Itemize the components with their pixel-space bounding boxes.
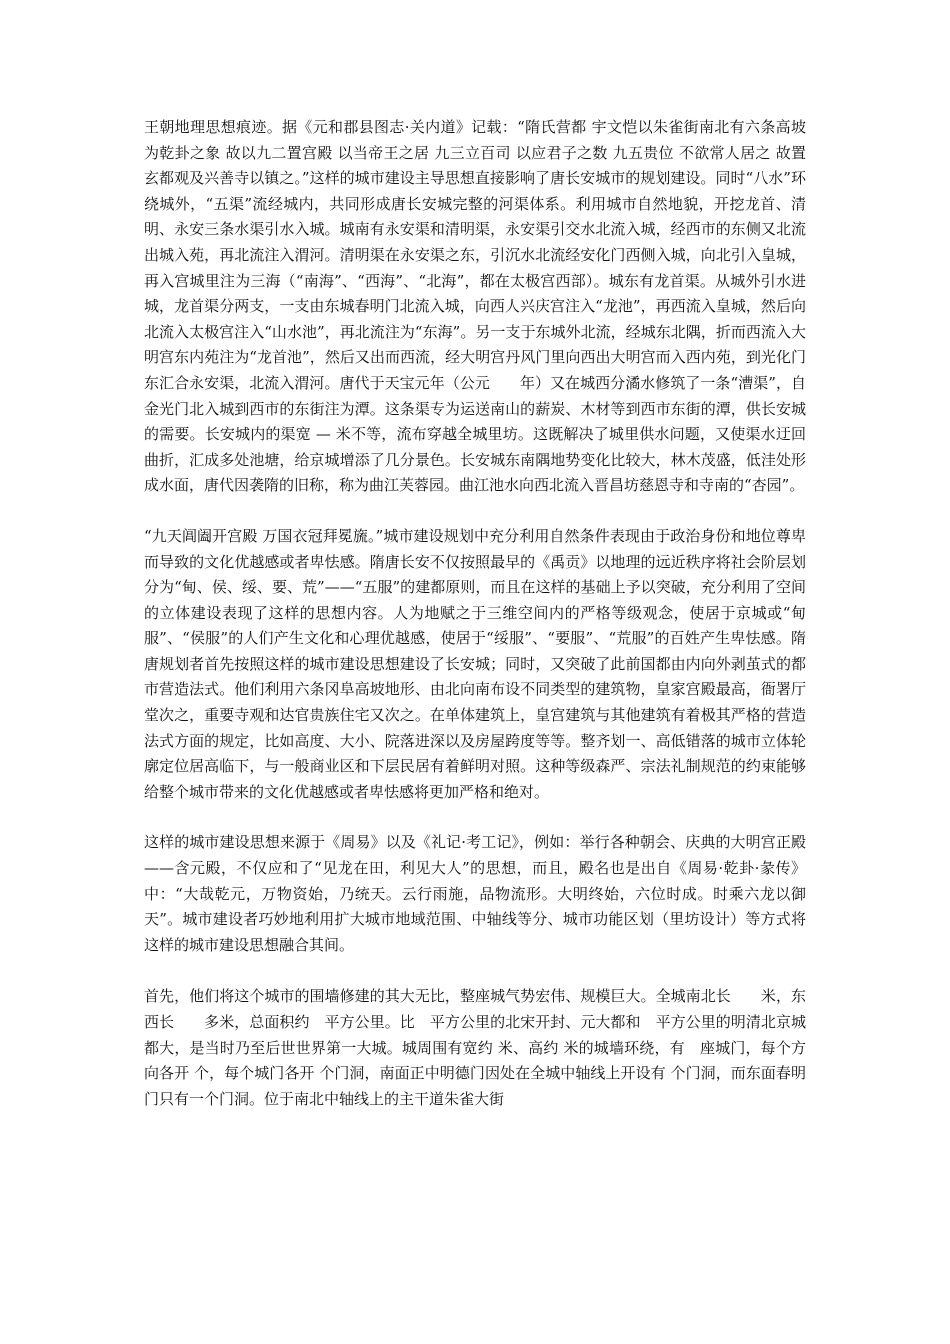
paragraph-city-walls: 首先，他们将这个城市的围墙修建的其大无比，整座城气势宏伟、规模巨大。全城南北长 米，东西长 多米，总面积约 平方公里。比 平方公里的北宋开封、元大都和 平方公里的明清北京城都大，是当时乃至后世世界第一大城。城周围有宽约 米、高约 米的城墙环绕，有 座城门，每个方向各开 个，每个城门各开 个门洞，南面正中明德门因处在全城中轴线上开设有 个门洞，而东面春明门只有一个门洞。位于南北中轴线上的主干道朱雀大街: [144, 987, 806, 1108]
document-page: [144, 115, 811, 1112]
paragraph-zhouyi: 这样的城市建设思想来源于《周易》以及《礼记·考工记》，例如：举行各种朝会、庆典的大明宫正殿——含元殿，不仅应和了“见龙在田，利见大人”的思想，而且，殿名也是出自《周易·乾卦·彖传》中：“大哉乾元，万物资始，乃统天。云行雨施，品物流形。大明终始，六位时成。时乘六龙以御天”。城市建设者巧妙地利用扩大城市地域范围、中轴线等分、城市功能区划（里坊设计）等方式将这样的城市建设思想融合其间。: [144, 833, 806, 954]
paragraph-canals: 王朝地理思想痕迹。据《元和郡县图志·关内道》记载：“隋氏营都 宇文恺以朱雀街南北有六条高坡 为乾卦之象 故以九二置宫殿 以当帝王之居 九三立百司 以应君子之数 九五贵位 不欲常人居之 故置玄都观及兴善寺以镇之。”这样的城市建设主导思想直接影响了唐长安城市的规划建设。同时“八水”环绕城外，“五渠”流经城内，共同形成唐长安城完整的河渠体系。利用城市自然地貌，开挖龙首、清明、永安三条水渠引水入城。城南有永安渠和清明渠，永安渠引交水北流入城，经西市的东侧又北流出城入苑，再北流注入渭河。清明渠在永安渠之东，引沉水北流经安化门西侧入城，向北引入皇城，再入宫城里注为三海（“南海”、“西海”、“北海”，都在太极宫西部）。城东有龙首渠。从城外引水进城，龙首渠分两支，一支由东城春明门北流入城，向西人兴庆宫注入“龙池”，再西流入皇城，然后向北流入太极宫注入“山水池”，再北流注为“东海”。另一支于东城外北流，经城东北隅，折而西流入大明宫东内苑注为“龙首池”，然后又出而西流，经大明宫丹风门里向西出大明宫而入西内苑，到光化门东汇合永安渠，北流入渭河。唐代于天宝元年（公元 年）又在城西分潏水修筑了一条“漕渠”，自金光门北入城到西市的东街注为潭。这条渠专为运送南山的薪炭、木材等到西市东街的潭，供长安城的需要。长安城内的渠宽 — 米不等，流布穿越全城里坊。这既解决了城里供水问题，又使渠水迂回曲折，汇成多处池塘，给京城增添了几分景色。长安城东南隅地势变化比较大，林木茂盛，低洼处形成水面，唐代因袭隋的旧称，称为曲江芙蓉园。曲江池水向西北流入晋昌坊慈恩寺和寺南的“杏园”。: [144, 118, 811, 495]
paragraph-hierarchy: “九天阊阖开宫殿 万国衣冠拜冕旒。”城市建设规划中充分利用自然条件表现由于政治身份和地位尊卑而导致的文化优越感或者卑怯感。隋唐长安不仅按照最早的《禹贡》以地理的远近秩序将社会阶层划分为“甸、侯、绥、要、荒”——“五服”的建都原则，而且在这样的基础上予以突破，充分利用了空间的立体建设表现了这样的思想内容。人为地赋之于三维空间内的严格等级观念，使居于京城或“甸服”、“侯服”的人们产生文化和心理优越感，使居于“绥服”、“要服”、“荒服”的百姓产生卑怯感。隋唐规划者首先按照这样的城市建设思想建设了长安城；同时，又突破了此前国都由内向外剥茧式的都市营造法式。他们利用六条冈阜高坡地形、由北向南布设不同类型的建筑物，皇家宫殿最高，衙署厅堂次之，重要寺观和达官贵族住宅又次之。在单体建筑上，皇宫建筑与其他建筑有着极其严格的营造法式方面的规定，比如高度、大小、院落进深以及房屋跨度等等。整齐划一、高低错落的城市立体轮廓定位居高临下，与一般商业区和下层民居有着鲜明对照。这种等级森严、宗法礼制规范的约束能够给整个城市带来的文化优越感或者卑怯感将更加严格和绝对。: [144, 526, 806, 801]
